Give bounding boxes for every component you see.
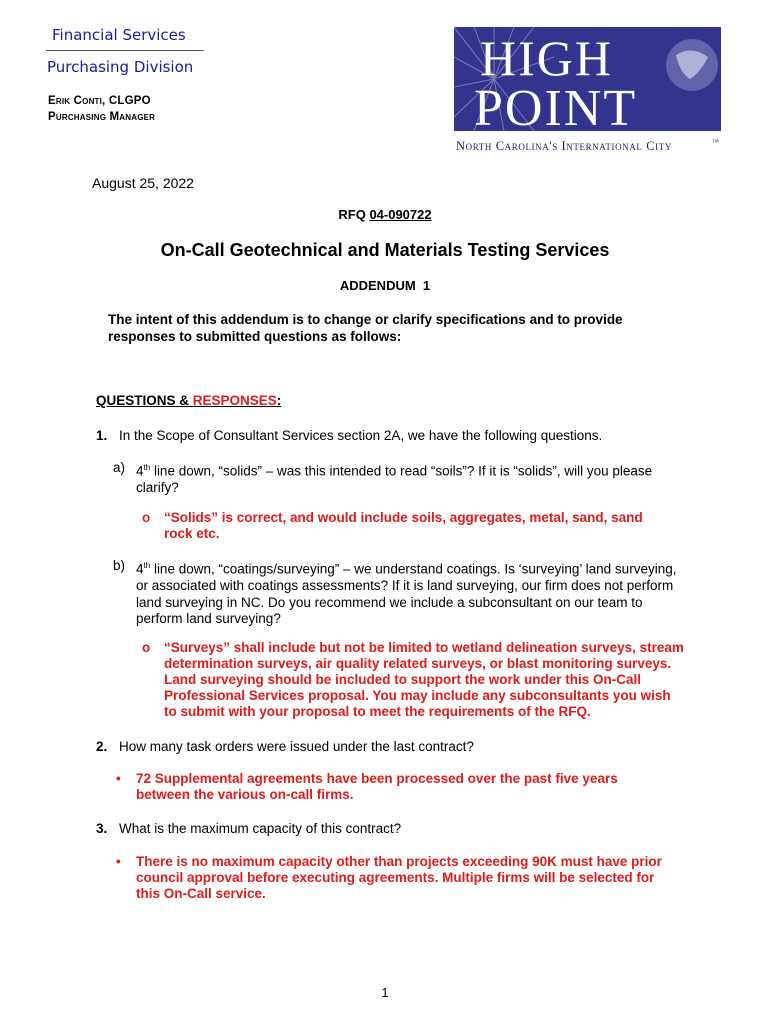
sub-question-b: 4th line down, “coatings/surveying” – we understand coatings. Is ‘surveying’ land surveying, or associated with coatings assessments? If it is land surveying, our firm does not perform land surveying in NC. Do you recommend we include a subconsultant on our team to perform land surveying? xyxy=(136,561,677,626)
response-2: 72 Supplemental agreements have been processed over the past five years between the various on-call firms. xyxy=(136,771,618,802)
question-2: 2. xyxy=(96,739,108,754)
response-b-bullet: o xyxy=(142,640,151,655)
response-b: “Surveys” shall include but not be limited to wetland delineation surveys, stream determination surveys, air quality related surveys, or blast monitoring surveys. Land surveying should be included to support the work under this On-Call Professional Services proposal. You may include any subconsultants you wish to submit with your proposal to meet the requirements of the RFQ. xyxy=(164,640,684,719)
sub-question-a: 4th line down, “solids” – was this intended to read “soils”? If it is “solids”, will you please clarify? xyxy=(136,463,653,495)
logo-text-line2: POINT xyxy=(474,80,638,137)
response-a-bullet: o xyxy=(142,510,151,525)
question-3-text: What is the maximum capacity of this contract? xyxy=(119,821,402,836)
high-point-logo xyxy=(454,27,721,153)
letter-date: August 25, 2022 xyxy=(92,175,194,191)
response-a: “Solids” is correct, and would include soils, aggregates, metal, sand, sand rock etc. xyxy=(164,510,643,541)
sub-label-b: b) xyxy=(113,558,126,573)
addendum-label: ADDENDUM 1 xyxy=(339,278,431,293)
response-3: There is no maximum capacity other than projects exceeding 90K must have prior council approval before executing agreements. Multiple firms will be selected for this On-Call service. xyxy=(136,854,662,901)
rfq-number: RFQ 04-090722 xyxy=(338,207,432,222)
manager-title: Purchasing Manager xyxy=(48,111,156,123)
logo-trademark: ™ xyxy=(712,138,719,146)
logo-text-line1: HIGH xyxy=(480,30,613,86)
response-3-bullet: • xyxy=(116,854,121,869)
department-name: Financial Services xyxy=(52,26,186,44)
intent-statement: The intent of this addendum is to change or clarify specifications and to provide responses to submitted questions as follows: xyxy=(108,312,623,344)
question-2-text: How many task orders were issued under the last contract? xyxy=(119,739,474,754)
sub-label-a: a) xyxy=(113,460,126,475)
logo-tagline: North Carolina's International City xyxy=(456,139,672,153)
response-2-bullet: • xyxy=(116,771,121,786)
manager-name: Erik Conti, CLGPO xyxy=(48,95,151,107)
header-divider xyxy=(46,50,204,51)
question-1-text: In the Scope of Consultant Services section 2A, we have the following questions. xyxy=(119,428,603,443)
questions-responses-heading: QUESTIONS & RESPONSES: xyxy=(96,393,282,408)
question-3: 3. xyxy=(96,821,108,836)
page-number: 1 xyxy=(381,985,389,1000)
division-name: Purchasing Division xyxy=(47,58,194,76)
question-1: 1. xyxy=(96,428,108,443)
document-title: On-Call Geotechnical and Materials Testing Services xyxy=(160,240,610,260)
